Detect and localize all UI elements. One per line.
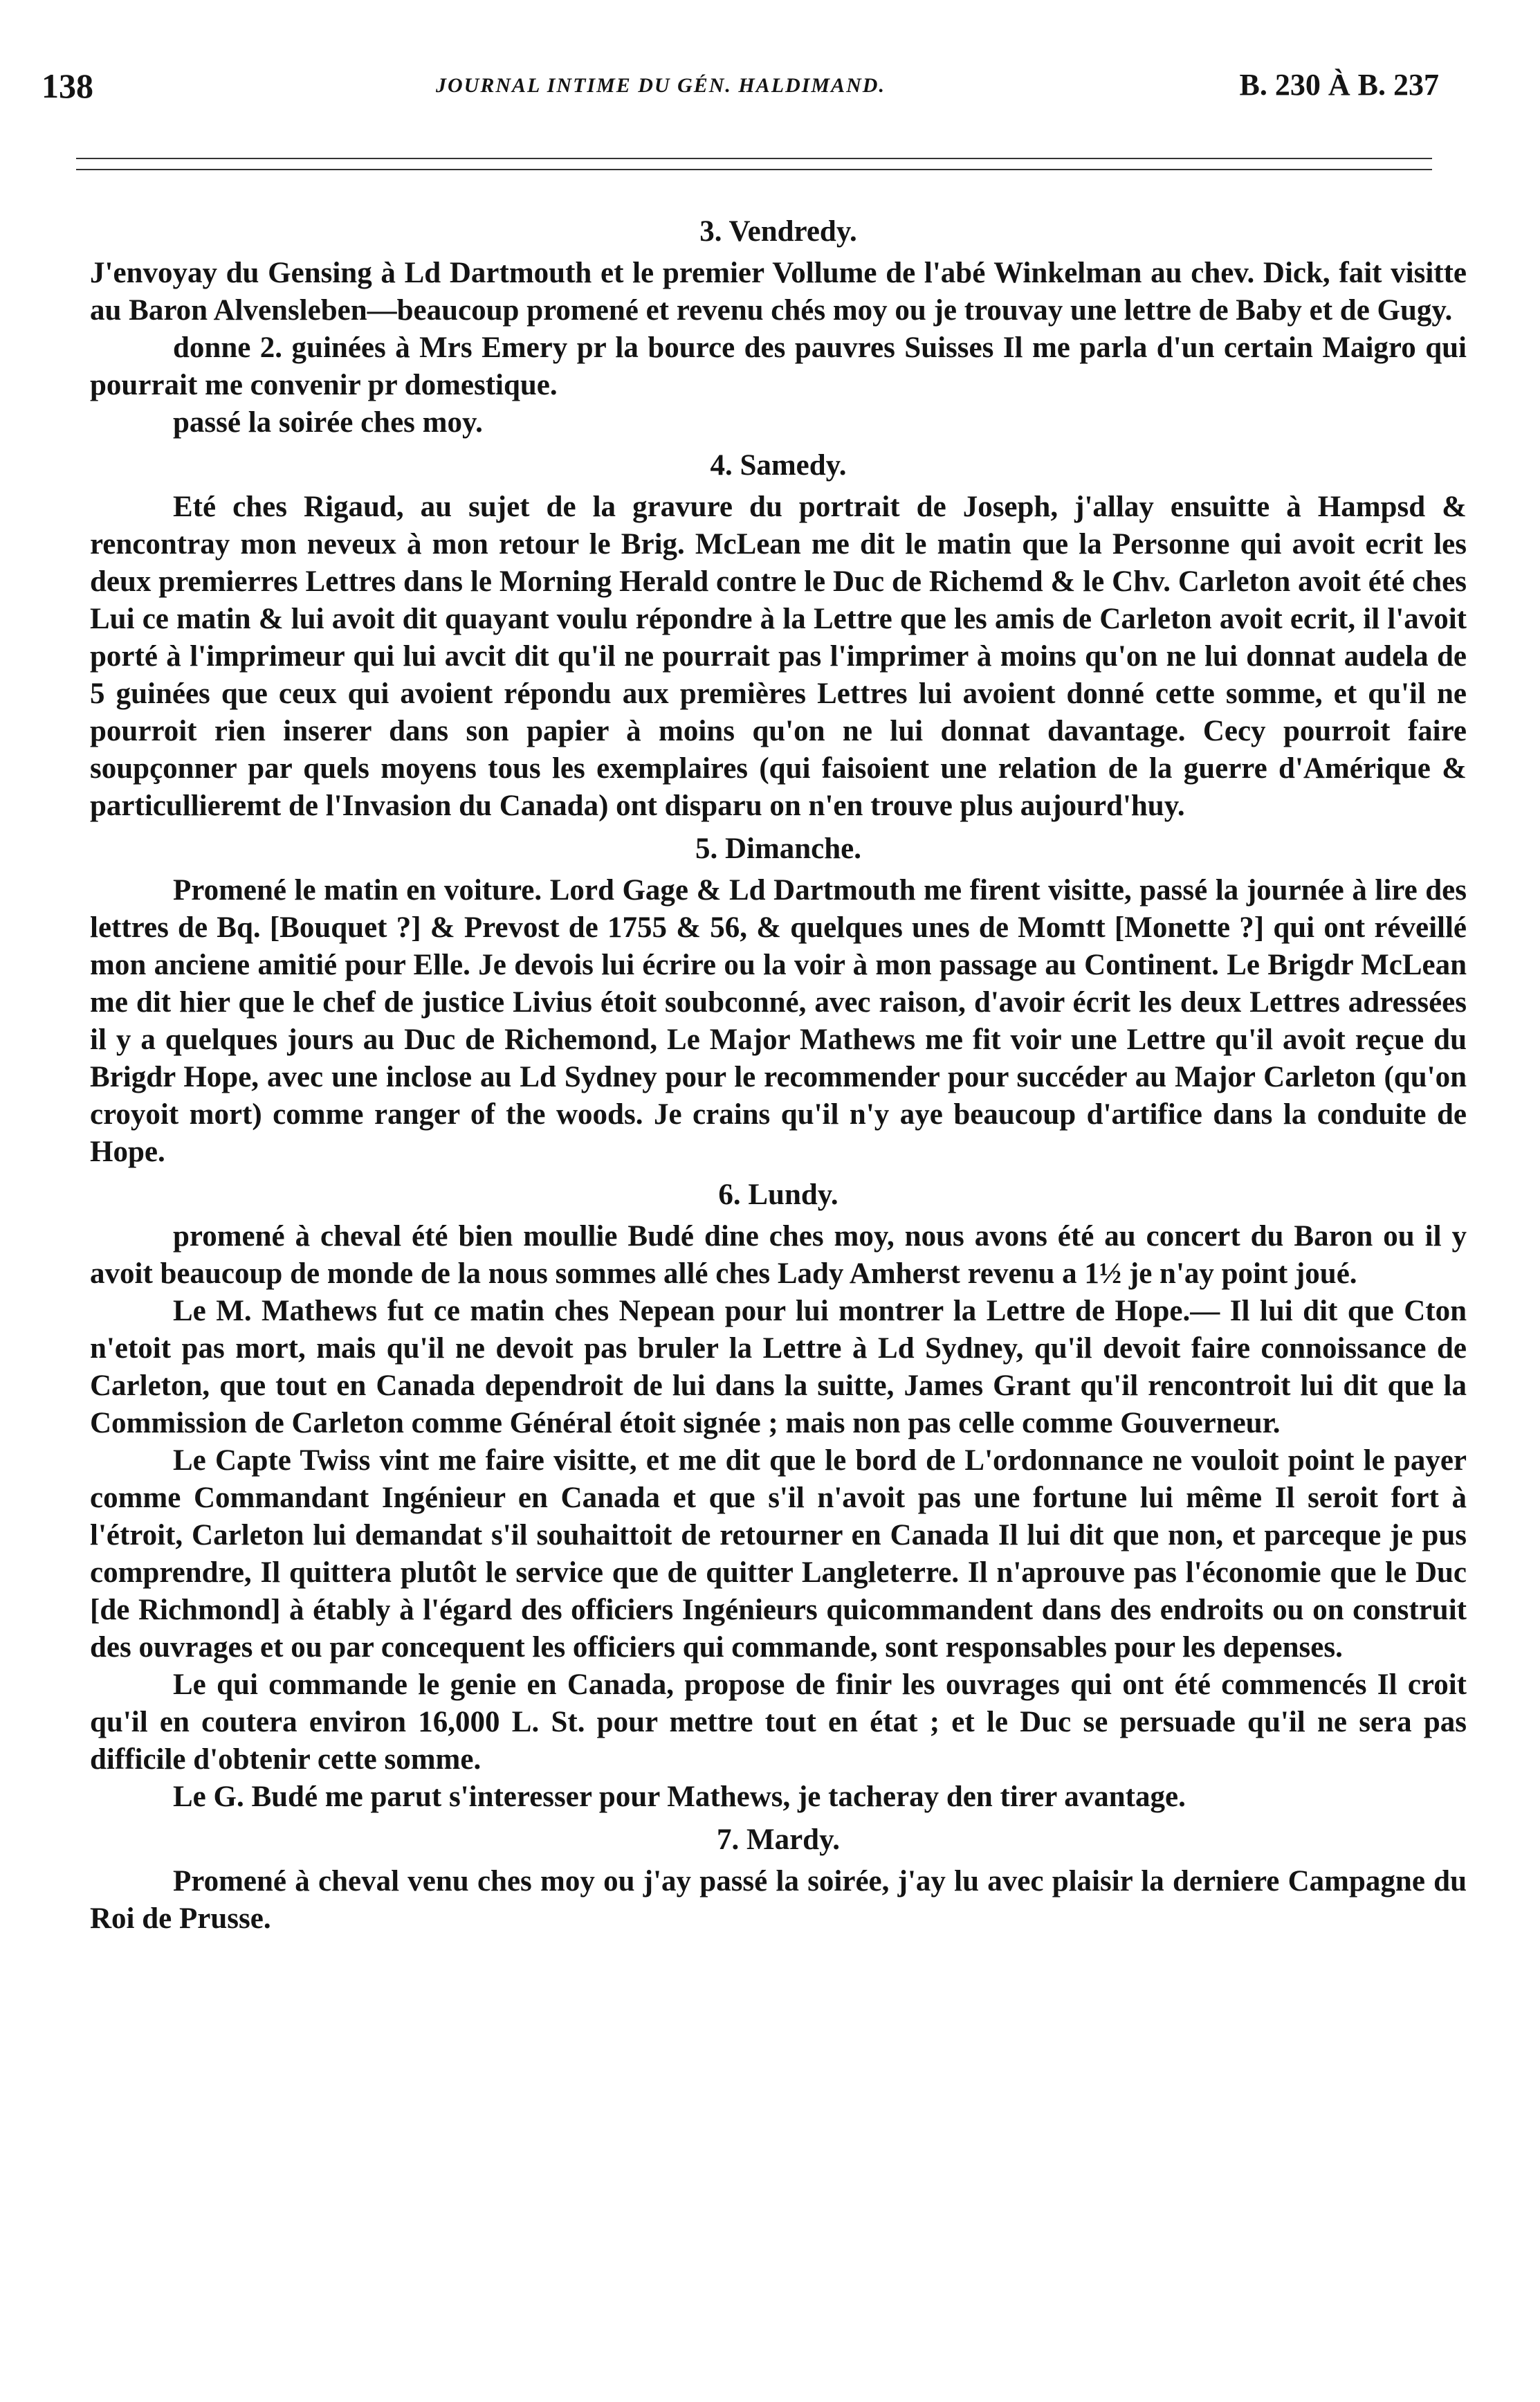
paragraph: passé la soirée ches moy. bbox=[173, 406, 483, 439]
running-title: JOURNAL INTIME DU GÉN. HALDIMAND. bbox=[436, 74, 886, 97]
entry-mardy bbox=[90, 1821, 1467, 1938]
page-number: 138 bbox=[42, 66, 93, 105]
paragraph: Promené le matin en voiture. Lord Gage & Ld Dartmouth me firent visitte, passé la journée à lire des lettres de Bq. [Bouquet ?] & Prevost de 1755 & 56, & quelques unes de Momtt [Monette ?] qui ont réveillé mon anciene amitié pour Elle. Je devois lui écrire ou la voir à mon passage au Continent. Le Brigdr McLean me dit hier que le chef de justice Livius étoit soubconné, avec raison, d'avoir écrit les deux Lettres adressées il y a quelques jours au Duc de Richemond, Le Major Mathews me fit voir une Lettre qu'il avoit reçue du Brigdr Hope, avec une inclose au Ld Sydney pour le recommender pour succéder au Major Carleton (qu'on croyoit mort) comme ranger of the woods. Je crains qu'il n'y aye beaucoup d'artifice dans la conduite de Hope. bbox=[90, 874, 1467, 1168]
paragraph: Le Capte Twiss vint me faire visitte, et me dit que le bord de L'ordonnance ne vouloit point le payer comme Commandant Ingénieur en Canada et que s'il n'avoit pas une fortune lui même Il seroit fort à l'étroit, Carleton lui demandat s'il souhaittoit de retourner en Canada Il lui dit que non, et parceque je pus comprendre, Il quittera plutôt le service que de quitter Langleterre. Il n'aprouve pas l'économie que le Duc [de Richmond] à étably à l'égard des officiers Ingénieurs quicommandent dans des endroits ou on construit des ouvrages et ou par concequent les officiers qui commande, sont responsables pour les depenses. bbox=[90, 1444, 1467, 1664]
day-heading: 3. Vendredy. bbox=[699, 215, 857, 248]
entry-vendredy bbox=[90, 213, 1467, 442]
paragraph: Le qui commande le genie en Canada, propose de finir les ouvrages qui ont été commencés Il croit qu'il en coutera environ 16,000 L. St. pour mettre tout en état ; et le Duc se persuade qu'il ne sera pas difficile d'obtenir cette somme. bbox=[90, 1668, 1467, 1776]
entry-samedy bbox=[90, 447, 1467, 825]
entry-dimanche bbox=[90, 830, 1467, 1171]
paragraph: Promené à cheval venu ches moy ou j'ay passé la soirée, j'ay lu avec plaisir la derniere Campagne du Roi de Prusse. bbox=[90, 1865, 1467, 1935]
day-heading: 7. Mardy. bbox=[717, 1823, 840, 1856]
day-heading: 6. Lundy. bbox=[718, 1179, 838, 1211]
day-heading: 4. Samedy. bbox=[710, 449, 847, 482]
paragraph: promené à cheval été bien moullie Budé dine ches moy, nous avons été au concert du Baron ou il y avoit beaucoup de monde de la nous sommes allé ches Lady Amherst revenu a 1½ je n'ay point joué. bbox=[90, 1220, 1467, 1290]
entry-lundy bbox=[90, 1176, 1467, 1816]
paragraph: Eté ches Rigaud, au sujet de la gravure du portrait de Joseph, j'allay ensuitte à Hampsd & rencontray mon neveux à mon retour le Brig. McLean me dit le matin que la Personne qui avoit ecrit les deux premierres Lettres dans le Morning Herald contre le Duc de Richemd & le Chv. Carleton avoit été ches Lui ce matin & lui avoit dit quayant voulu répondre à la Lettre que les amis de Carleton avoit ecrit, il l'avoit porté à l'imprimeur qui lui avcit dit qu'il ne pourrait pas l'imprimer à moins qu'on ne lui donnat audela de 5 guinées que ceux qui avoient répondu aux premières Lettres lui avoient donné cette somme, et qu'il ne pourroit rien inserer dans son papier à moins qu'on ne lui donnat davantage. Cecy pourroit faire soupçonner par quels moyens tous les exemplaires (qui faisoient une relation de la guerre d'Amérique & particullieremt de l'Invasion du Canada) ont disparu on n'en trouve plus aujourd'huy. bbox=[90, 491, 1467, 822]
paragraph: Le G. Budé me parut s'interesser pour Mathews, je tacheray den tirer avantage. bbox=[173, 1781, 1186, 1813]
running-head bbox=[42, 66, 1439, 114]
archive-range: B. 230 À B. 237 bbox=[1239, 68, 1439, 102]
paragraph: donne 2. guinées à Mrs Emery pr la bource des pauvres Suisses Il me parla d'un certain Maigro qui pourrait me convenir pr domestique. bbox=[90, 331, 1467, 401]
day-heading: 5. Dimanche. bbox=[695, 832, 862, 865]
paragraph: Le M. Mathews fut ce matin ches Nepean pour lui montrer la Lettre de Hope.— Il lui dit que Cton n'etoit pas mort, mais qu'il ne devoit pas bruler la Lettre à Ld Sydney, qu'il devoit faire connoissance de Carleton, que tout en Canada dependroit de lui dans la suitte, James Grant qu'il rencontroit lui dit que la Commission de Carleton comme Général étoit signée ; mais non pas celle comme Gouverneur. bbox=[90, 1295, 1467, 1439]
journal-text bbox=[90, 208, 1467, 1938]
header-rule bbox=[76, 158, 1432, 170]
paragraph: J'envoyay du Gensing à Ld Dartmouth et le premier Vollume de l'abé Winkelman au chev. Dick, fait visitte au Baron Alvensleben—beaucoup promené et revenu chés moy ou je trouvay une lettre de Baby et de Gugy. bbox=[90, 257, 1467, 327]
